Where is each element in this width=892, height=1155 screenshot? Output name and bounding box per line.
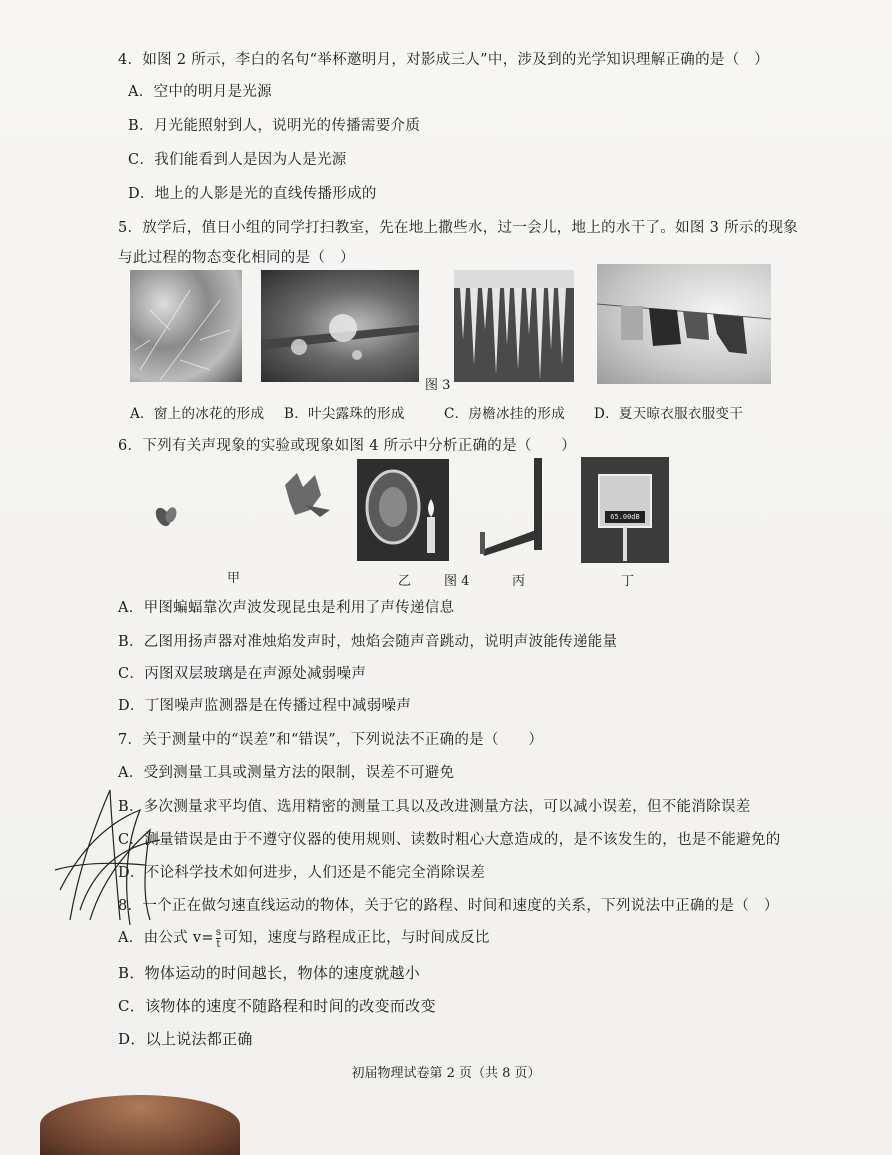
figure-4-ding-label: 丁	[621, 574, 635, 589]
q7-option-c: C．测量错误是由于不遵守仪器的使用规则、读数时粗心大意造成的，是不该发生的，也是不能避免的	[118, 832, 781, 848]
q6-option-a: A．甲图蝙蝠靠次声波发现昆虫是利用了声传递信息	[118, 600, 455, 616]
bat-and-insect-figure	[145, 465, 345, 545]
page-footer: 初届物理试卷第 2 页（共 8 页）	[351, 1066, 541, 1081]
table-edge-shadow	[40, 1095, 240, 1155]
dew-drop-icon	[261, 270, 419, 382]
frost-pattern-icon	[130, 270, 242, 382]
bat-icon	[285, 473, 330, 517]
clothesline-icon	[597, 264, 771, 384]
q7-stem: 7．关于测量中的“误差”和“错误”，下列说法不正确的是（ ）	[118, 732, 544, 748]
speed-formula	[216, 927, 221, 950]
icicle-photo	[454, 270, 574, 382]
q4-option-d: D．地上的人影是光的直线传播形成的	[128, 186, 377, 202]
q8-option-a	[118, 926, 490, 950]
q6-stem: 6．下列有关声现象的实验或现象如图 4 所示中分析正确的是（ ）	[118, 438, 577, 454]
icicles-icon	[454, 270, 574, 382]
q4-stem: 4．如图 2 所示，李白的名句“举杯邀明月，对影成三人”中，涉及到的光学知识理解正确的是（ ）	[118, 52, 770, 68]
q6-option-d: D．丁图噪声监测器是在传播过程中减弱噪声	[118, 698, 412, 714]
q8-option-a-suffix: 可知，速度与路程成正比，与时间成反比	[223, 930, 490, 946]
q8-option-c: C．该物体的速度不随路程和时间的改变而改变	[118, 997, 436, 1015]
q7-option-d: D．不论科学技术如何进步，人们还是不能完全消除误差	[118, 865, 486, 881]
q4-option-c: C．我们能看到人是因为人是光源	[128, 152, 347, 168]
figure-4-jia-label: 甲	[227, 571, 241, 586]
drying-clothes-photo	[597, 264, 771, 384]
noise-monitor-photo	[581, 457, 669, 563]
double-glass-figure	[476, 458, 548, 556]
q7-option-a: A．受到测量工具或测量方法的限制，误差不可避免	[118, 765, 455, 781]
figure-4-label: 图 4	[444, 574, 470, 589]
speaker-icon	[357, 459, 449, 561]
window-frost-photo	[130, 270, 242, 382]
q8-option-b: B．物体运动的时间越长，物体的速度就越小	[118, 964, 421, 982]
q5-option-b: B．叶尖露珠的形成	[284, 406, 405, 422]
q5-option-a: A．窗上的冰花的形成	[130, 406, 265, 422]
speaker-candle-photo	[357, 459, 449, 561]
q5-stem-line1: 5．放学后，值日小组的同学打扫教室，先在地上撒些水，过一会儿，地上的水干了。如图 3 所示的现象	[118, 220, 799, 236]
q8-option-a-prefix: A．由公式 v=	[118, 930, 214, 946]
q6-option-c: C．丙图双层玻璃是在声源处减弱噪声	[118, 666, 367, 682]
noise-monitor-readout: 65.00dB	[610, 513, 640, 521]
formula-numerator: s	[215, 926, 222, 938]
formula-denominator: t	[216, 938, 221, 950]
q8-stem: 8．一个正在做匀速直线运动的物体，关于它的路程、时间和速度的关系，下列说法中正确的是（ ）	[118, 898, 779, 914]
figure-4-yi-label: 乙	[398, 574, 412, 589]
leaf-dew-photo	[261, 270, 419, 382]
q6-option-b: B．乙图用扬声器对准烛焰发声时，烛焰会随声音跳动，说明声波能传递能量	[118, 634, 618, 650]
q4-option-a: A．空中的明月是光源	[128, 84, 272, 100]
figure-4-bing-label: 丙	[512, 574, 526, 589]
q5-option-d: D．夏天晾衣服衣服变干	[594, 406, 744, 422]
insect-icon	[153, 505, 179, 528]
q4-option-b: B．月光能照射到人，说明光的传播需要介质	[128, 118, 421, 134]
noise-monitor-icon	[581, 457, 669, 563]
q8-option-d: D．以上说法都正确	[118, 1030, 253, 1048]
q5-option-c: C．房檐冰挂的形成	[444, 406, 566, 422]
q7-option-b: B．多次测量求平均值、选用精密的测量工具以及改进测量方法，可以减小误差，但不能消除误差	[118, 799, 751, 815]
pen-scribble-mark	[50, 770, 170, 930]
figure-3-label: 图 3	[425, 378, 451, 393]
q5-stem-line2: 与此过程的物态变化相同的是（ ）	[118, 250, 355, 266]
